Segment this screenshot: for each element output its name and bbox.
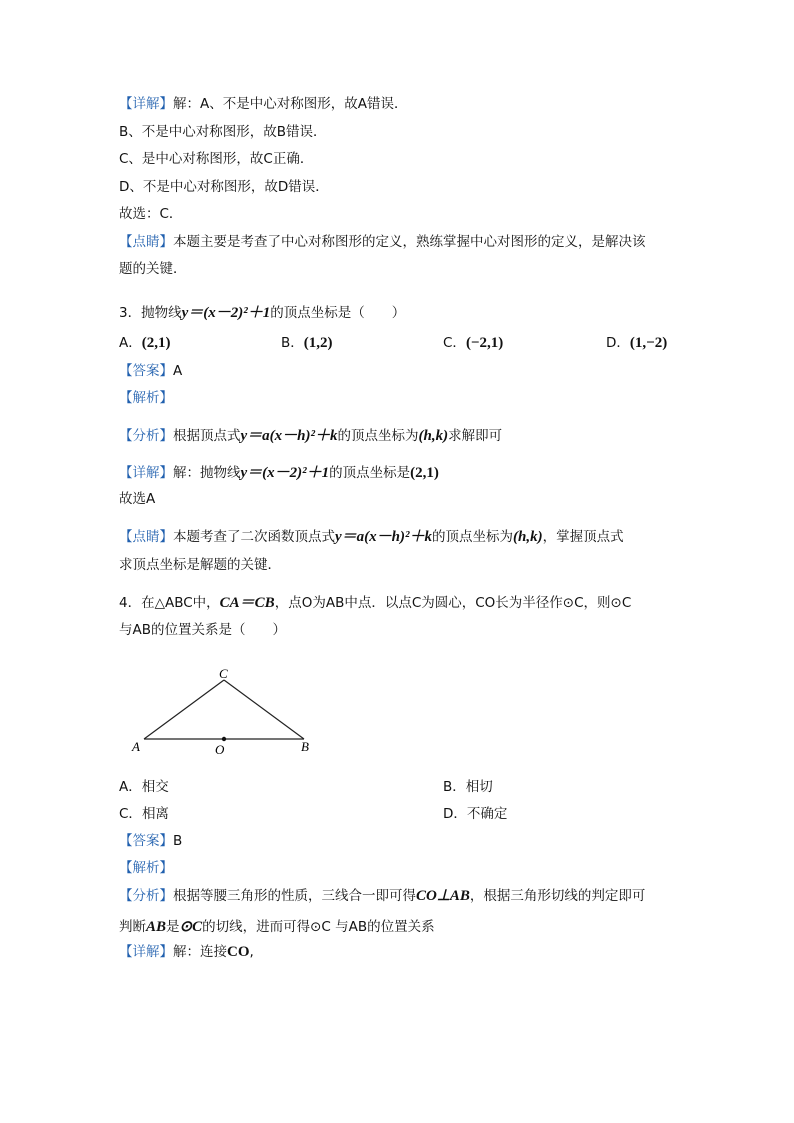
label-c: C — [219, 666, 228, 681]
option-value: (−2,1) — [465, 335, 504, 351]
formula: (2,1) — [410, 465, 439, 481]
option-value: (1,−2) — [629, 335, 668, 351]
text: ，根据三角形切线的判定即可 — [469, 888, 646, 904]
q3-option-a — [119, 333, 171, 353]
option-label: B． — [281, 335, 304, 351]
q3-conclusion: 故选A — [119, 491, 156, 507]
q3-stem-formula: y＝(x－2)²＋1 — [181, 305, 271, 321]
q4-analysis — [119, 886, 645, 906]
analysis-label: 【分析】 — [119, 888, 173, 904]
option-label: C． — [119, 806, 142, 822]
formula: (h,k) — [513, 529, 543, 545]
text: 解：连接 — [173, 944, 227, 960]
comment-text: 本题主要是考查了中心对称图形的定义，熟练掌握中心对图形的定义，是解决该 — [173, 234, 646, 250]
text: 是 — [166, 919, 180, 935]
text: 根据等腰三角形的性质，三线合一即可得 — [173, 888, 416, 904]
q4-option-a — [119, 777, 169, 797]
text: ，掌握顶点式 — [542, 529, 624, 545]
option-value: 相离 — [141, 806, 169, 822]
q3-comment — [119, 527, 624, 547]
answer-tag: 【答案】 — [119, 363, 173, 379]
option-value: 不确定 — [466, 806, 508, 822]
text: , — [249, 944, 254, 960]
comment-tag: 【点睛】 — [119, 234, 173, 250]
text: 根据顶点式 — [173, 428, 241, 444]
text: 判断 — [119, 919, 146, 935]
formula: y＝a(x－h)²＋k — [335, 529, 432, 545]
detail-tag: 【详解】 — [119, 465, 173, 481]
detail-line-3: C、是中心对称图形，故C正确． — [119, 151, 314, 167]
option-label: A． — [119, 779, 142, 795]
option-value: (1,2) — [303, 335, 333, 351]
comment-line-1 — [119, 232, 646, 252]
q3-detail — [119, 463, 439, 483]
text: 的顶点坐标是 — [329, 465, 411, 481]
option-label: B． — [443, 779, 466, 795]
q3-analysis — [119, 426, 502, 446]
text: 本题考查了二次函数顶点式 — [173, 529, 335, 545]
detail-line-1 — [119, 94, 407, 114]
detail-tag: 【详解】 — [119, 96, 173, 112]
q4-stem — [119, 593, 631, 613]
option-value: (2,1) — [141, 335, 171, 351]
answer-tag: 【答案】 — [119, 833, 173, 849]
option-label: D． — [606, 335, 630, 351]
q4-option-c — [119, 804, 169, 824]
analysis-label: 【分析】 — [119, 428, 173, 444]
text: 求解即可 — [448, 428, 503, 444]
q3-option-b — [281, 333, 333, 353]
q3-stem-pre: 3．抛物线 — [119, 305, 182, 321]
point-o — [222, 737, 226, 741]
detail-text: 解：A、不是中心对称图形，故A错误． — [173, 96, 408, 112]
answer-value: B — [173, 833, 183, 849]
label-b: B — [301, 739, 309, 754]
formula: CO⊥AB — [416, 888, 470, 904]
text: 的顶点坐标为 — [337, 428, 419, 444]
detail-tag: 【详解】 — [119, 944, 173, 960]
option-value: 相交 — [141, 779, 169, 795]
answer-value: A — [173, 363, 183, 379]
q3-stem-post: 的顶点坐标是（ ） — [270, 305, 406, 321]
text: 的切线，进而可得⊙C 与AB的位置关系 — [202, 919, 435, 935]
detail-line-2: B、不是中心对称图形，故B错误． — [119, 124, 327, 140]
q4-stem-line-2: 与AB的位置关系是（ ） — [119, 622, 286, 638]
label-o: O — [215, 742, 225, 757]
side-ac — [144, 680, 224, 739]
triangle-figure — [128, 660, 328, 760]
text: 4．在△ABC中， — [119, 595, 220, 611]
q3-option-c — [443, 333, 503, 353]
conclusion-line: 故选：C． — [119, 206, 183, 222]
formula: ⊙C — [179, 919, 203, 935]
formula: (h,k) — [418, 428, 449, 444]
q4-analysis-tag: 【解析】 — [119, 860, 173, 876]
comment-tag: 【点睛】 — [119, 529, 173, 545]
q3-answer — [119, 361, 182, 381]
label-a: A — [132, 739, 140, 754]
option-label: A． — [119, 335, 142, 351]
formula: CO — [227, 944, 250, 960]
q3-analysis-tag: 【解析】 — [119, 390, 173, 406]
option-label: D． — [443, 806, 467, 822]
q4-analysis-line-2 — [119, 917, 435, 937]
text: 的顶点坐标为 — [432, 529, 513, 545]
q3-stem — [119, 303, 405, 323]
formula: CA＝CB — [219, 595, 275, 611]
comment-line-2: 题的关键． — [119, 261, 187, 277]
text: 解：抛物线 — [173, 465, 241, 481]
q4-option-b — [443, 777, 493, 797]
q4-option-d — [443, 804, 507, 824]
formula: y＝a(x－h)²＋k — [240, 428, 338, 444]
detail-line-4: D、不是中心对称图形，故D错误． — [119, 179, 329, 195]
option-value: 相切 — [465, 779, 493, 795]
q3-comment-line-2: 求顶点坐标是解题的关键． — [119, 557, 281, 573]
q3-option-d — [606, 333, 667, 353]
option-label: C． — [443, 335, 466, 351]
side-cb — [224, 680, 304, 739]
q4-answer — [119, 831, 182, 851]
formula: y＝(x－2)²＋1 — [240, 465, 330, 481]
formula: AB — [146, 919, 167, 935]
text: ，点O为AB中点．以点C为圆心，CO长为半径作⊙C，则⊙C — [274, 595, 632, 611]
q4-detail — [119, 942, 254, 962]
